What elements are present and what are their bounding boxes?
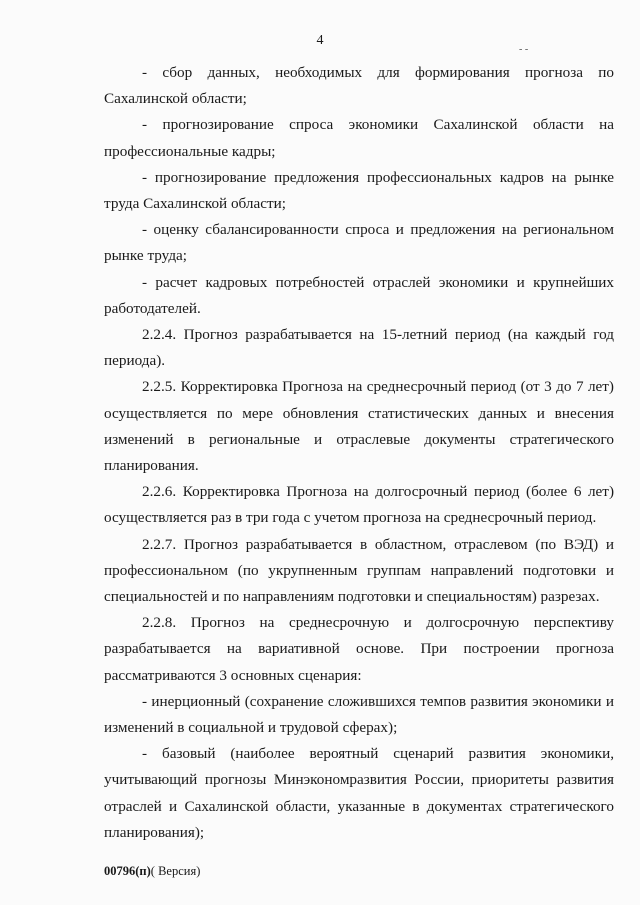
page-number: 4 <box>316 33 324 48</box>
document-footer <box>104 864 200 879</box>
paragraph-bullet-balance-assessment: - оценку сбалансированности спроса и предложения на региональном рынке труда; <box>104 221 614 265</box>
paragraph-2-2-7: 2.2.7. Прогноз разрабатывается в областном, отраслевом (по ВЭД) и профессиональном (по укрупненным группам направлений подготовки и специальностей и по направлениям подготовки и специальностям) разрезах. <box>104 535 614 606</box>
paragraph-bullet-staff-needs: - расчет кадровых потребностей отраслей экономики и крупнейших работодателей. <box>104 273 614 317</box>
paragraph-2-2-6: 2.2.6. Корректировка Прогноза на долгосрочный период (более 6 лет) осуществляется раз в три года с учетом прогноза на среднесрочный период. <box>104 483 614 527</box>
paragraph-bullet-data-collection: - сбор данных, необходимых для формирования прогноза по Сахалинской области; <box>104 64 614 108</box>
paragraph-bullet-demand-forecast: - прогнозирование спроса экономики Сахалинской области на профессиональные кадры; <box>104 116 614 160</box>
paragraph-2-2-8: 2.2.8. Прогноз на среднесрочную и долгосрочную перспективу разрабатывается на вариативной основе. При построении прогноза рассматриваются 3 основных сценария: <box>104 614 614 684</box>
paragraph-scenario-inertial: - инерционный (сохранение сложившихся темпов развития экономики и изменений в социальной и трудовой сферах); <box>104 692 614 737</box>
paragraph-scenario-base: - базовый (наиболее вероятный сценарий развития экономики, учитывающий прогнозы Минэкономразвития России, приоритеты развития отраслей и Сахалинской области, указанные в документах стратегического планирования); <box>104 745 614 841</box>
scan-speck: - - <box>519 44 529 55</box>
document-body <box>104 60 614 846</box>
footer-version: ( Версия) <box>150 864 201 878</box>
paragraph-bullet-supply-forecast: - прогнозирование предложения профессиональных кадров на рынке труда Сахалинской области; <box>104 168 614 213</box>
paragraph-2-2-5: 2.2.5. Корректировка Прогноза на среднесрочный период (от 3 до 7 лет) осуществляется по мере обновления статистических данных и внесения изменений в региональные и отраслевые документы стратегического планирования. <box>104 378 614 475</box>
footer-document-code: 00796(п) <box>104 864 151 878</box>
paragraph-2-2-4: 2.2.4. Прогноз разрабатывается на 15-летний период (на каждый год периода). <box>104 326 614 370</box>
